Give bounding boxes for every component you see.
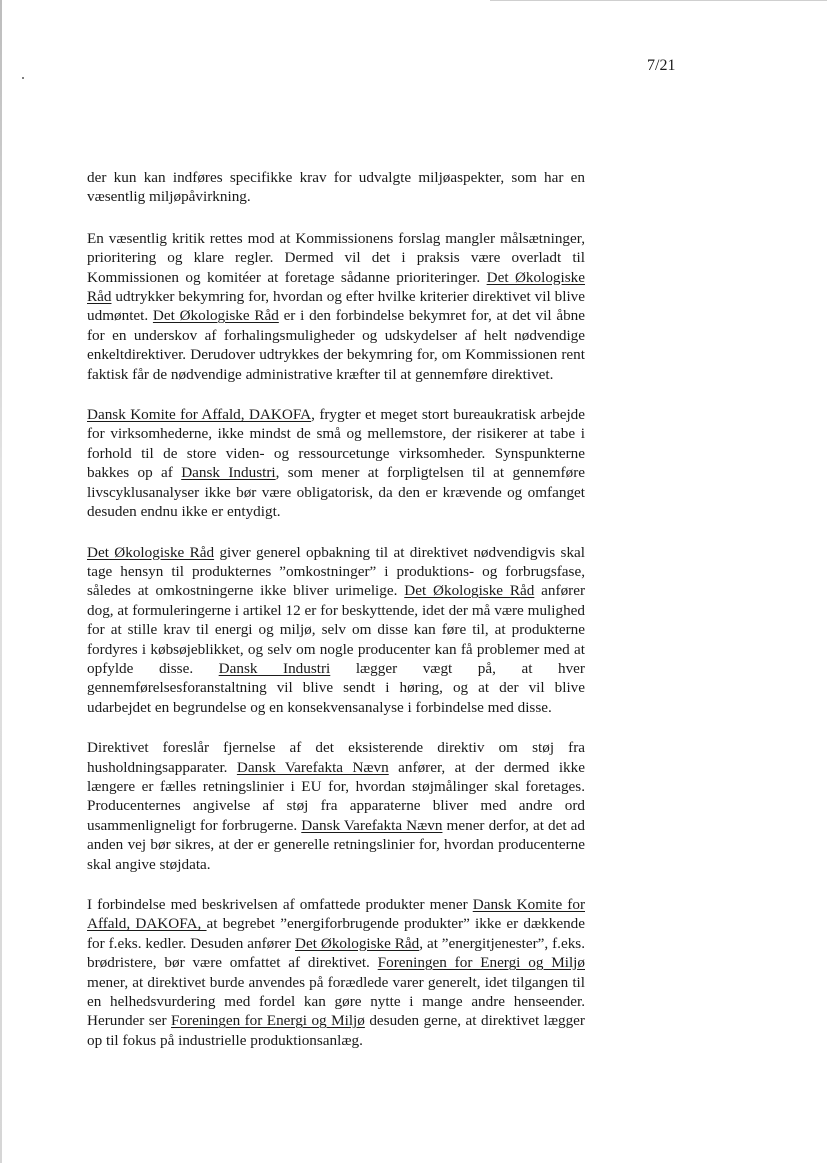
paragraph-text: mener derfor, at det ad anden vej bør sikres, at der er generelle retningslinier for, hvordan producenterne skal angive støjdata. xyxy=(87,816,585,873)
organization-name: Foreningen for Energi og Miljø xyxy=(170,1012,365,1030)
paragraph-text: er i den forbindelse bekymret for, at det vil åbne for en underskov af forhalingsmuligheder og udskydelser af helt nødvendige enkeltdirektiver. Derudover udtrykkes der bekymring for, om Kommissionen rent faktisk får de nødvendige administrative kræfter til at gennemføre direktivet. xyxy=(87,307,585,383)
paragraph-text: , at ”energitjenester”, f.eks. brødristere, bør være omfattet af direktivet. xyxy=(87,934,586,972)
organization-name: Det Økologiske Råd xyxy=(152,307,279,325)
paragraph-text: anfører dog, at formuleringerne i artikel 12 er for beskyttende, idet der må være mulighed for at stille krav til energi og miljø, selv om disse kan føre til, at produkterne fordyres i købsøjeblikket, og selv om nogle producenter kan få problemer med at opfylde disse. xyxy=(87,582,586,677)
organization-name: Det Økologiske Råd xyxy=(87,543,215,561)
organization-name: Dansk Varefakta Nævn xyxy=(236,758,389,776)
organization-name: Dansk Industri xyxy=(181,464,276,482)
paragraph-text: , som mener at forpligtelsen til at gennemføre livscyklusanalyser ikke bør være obligatorisk, da den er krævende og omfanget desuden endnu ikke er entydigt. xyxy=(87,464,585,521)
paragraph-text: lægger vægt på, at hver gennemførelsesforanstaltning vil blive sendt i høring, og at der vil blive udarbejdet en begrundelse og en konsekvensanalyse i forbindelse med disse. xyxy=(87,659,585,716)
paragraph-text: En væsentlig kritik rettes mod at Kommissionens forslag mangler målsætninger, prioritering og klare regler. Dermed vil det i praksis være overladt til Kommissionen og komitéer at foretage sådanne prioriteringer. xyxy=(87,229,585,286)
paragraph-1 xyxy=(87,168,585,207)
paragraph-text: Direktivet foreslår fjernelse af det eksisterende direktiv om støj fra husholdningsapparater. xyxy=(87,739,585,776)
scan-speck xyxy=(22,77,24,79)
paragraph-text: udtrykker bekymring for, hvordan og efter hvilke kriterier direktivet vil blive udmøntet. xyxy=(87,288,585,325)
paragraph-text: der kun kan indføres specifikke krav for udvalgte miljøaspekter, som har en væsentlig miljøpåvirkning. xyxy=(87,169,585,206)
page-number: 7/21 xyxy=(647,57,676,74)
scan-line-top xyxy=(490,0,827,1)
paragraph-2 xyxy=(87,229,585,384)
organization-name: Dansk Komite for Affald, DAKOFA, xyxy=(87,896,585,933)
document-body xyxy=(87,168,585,1071)
paragraph-text: , frygter et meget stort bureaukratisk arbejde for virksomhederne, ikke mindst de små og mellemstore, der risikerer at tabe i forhold til de store viden- og ressourcetunge virksomheder. Synspunkterne bakkes op af xyxy=(87,406,585,482)
paragraph-text: anfører, at der dermed ikke længere er fælles retningslinier i EU for, hvordan støjmålinger skal foretages. Producenternes angivelse af støj fra apparaterne bliver med andre ord usammenligneligt for forbrugerne. xyxy=(87,758,585,834)
organization-name: Dansk Komite for Affald, DAKOFA xyxy=(87,406,312,424)
paragraph-text: I forbindelse med beskrivelsen af omfattede produkter mener xyxy=(87,896,473,913)
organization-name: Det Økologiske Råd xyxy=(295,934,420,952)
organization-name: Dansk Industri xyxy=(218,659,331,677)
paragraph-3 xyxy=(87,405,585,521)
paragraph-text: at begrebet ”energiforbrugende produkter” ikke er dækkende for f.eks. kedler. Desuden anfører xyxy=(87,915,585,952)
paragraph-4 xyxy=(87,543,585,718)
paragraph-text: mener, at direktivet burde anvendes på forædlede varer generelt, idet tilgangen til en helhedsvurdering med fordel kan gøre nytte i mange andre henseender. Herunder ser xyxy=(87,973,585,1030)
paragraph-text: desuden gerne, at direktivet lægger op til fokus på industrielle produktionsanlæg. xyxy=(87,1012,585,1049)
paragraph-text: giver generel opbakning til at direktivet nødvendigvis skal tage hensyn til produkternes ”omkostninger” i produktions- og forbrugsfase, således at omkostningerne ikke bliver urimelige. xyxy=(87,543,585,600)
organization-name: Det Økologiske Råd xyxy=(87,268,585,306)
paragraph-5 xyxy=(87,738,585,874)
organization-name: Dansk Varefakta Nævn xyxy=(301,816,443,834)
organization-name: Foreningen for Energi og Miljø xyxy=(377,954,585,972)
scan-edge-left xyxy=(0,0,2,1163)
paragraph-6 xyxy=(87,895,585,1050)
organization-name: Det Økologiske Råd xyxy=(404,582,535,600)
